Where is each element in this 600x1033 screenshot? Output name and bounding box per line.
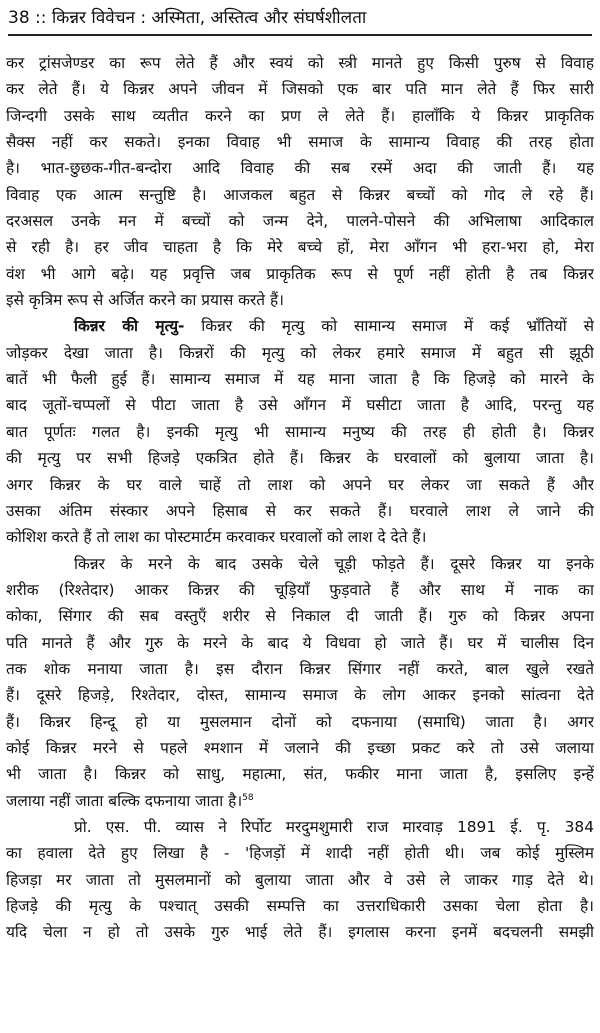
text-line: इसे कृत्रिम रूप से अर्जित करने का प्रयास करते हैं। <box>6 291 284 310</box>
running-title: :: किन्नर विवेचन : अस्मिता, अस्तित्व और संघर्षशीलता <box>35 8 367 28</box>
text-line: हिजड़ा मर जाता तो मुसलमानों को बुलाया जाता और वे उसे ले जाकर गाड़ देते थे। <box>6 870 594 889</box>
text-line <box>6 313 594 339</box>
text-line: बात पूर्णतः गलत है। इनकी मृत्यु भी सामान्य मनुष्य की तरह ही होती है। किन्नर <box>6 422 594 441</box>
section-heading: किन्नर की मृत्यु- <box>74 317 185 336</box>
text-fragment: किन्नर की मृत्यु को सामान्य समाज में कई भ्राँतियों से <box>184 317 594 336</box>
text-line: पति मानते हैं और गुरु के मरने के बाद ये विधवा हो जाते हैं। घर में चालीस दिन <box>6 633 594 652</box>
text-line: उसका अंतिम संस्कार अपने हिसाब से कर सकते हैं। घरवाले लाश ले जाने की <box>6 501 594 520</box>
text-line: दरअसल उनके मन में बच्चों को जन्म देने, पालने-पोसने की अभिलाषा आदिकाल <box>6 212 594 231</box>
text-line: अगर किन्नर के घर वाले चाहें तो लाश को अपने घर लेकर जा सकते हैं और <box>6 475 594 494</box>
text-line: का हवाला देते हुए लिखा है - 'हिजड़ों में शादी नहीं होती थी। जब कोई मुस्लिम <box>6 844 594 863</box>
text-line: से रही है। हर जीव चाहता है कि मेरे बच्चे हों, मेरा आँगन भी हरा-भरा हो, मेरा <box>6 238 594 257</box>
text-line: हिजड़े की मृत्यु के पश्चात् उसकी सम्पत्ति का उत्तराधिकारी उसका चेला होता है। <box>6 897 594 915</box>
text-line: भी जाता है। किन्नर को साधु, महात्मा, संत, फकीर माना जाता है, इसलिए इन्हें <box>6 765 594 784</box>
text-line: प्रो. एस. पी. व्यास ने रिर्पोट मरदुमशुमारी राज मारवाड़ 1891 ई. पृ. 384 <box>74 817 594 836</box>
text-line: कर लेते हैं। ये किन्नर अपने जीवन में जिसको एक बार पति मान लेते हैं फिर सारी <box>6 80 594 99</box>
text-line: कोका, सिंगार की सब वस्तुएँ शरीर से निकाल दी जाती हैं। गुरु को किन्नर अपना <box>6 607 594 626</box>
text-line: जिन्दगी उसके साथ व्यतीत करने का प्रण ले लेते हैं। हालाँकि ये किन्नर प्राकृतिक <box>6 106 594 125</box>
text-line: विवाह एक आत्म सन्तुष्टि है। आजकल बहुत से किन्नर बच्चों को गोद ले रहे हैं। <box>6 185 594 204</box>
text-line: किन्नर के मरने के बाद उसके चेले चूड़ी फोड़ते हैं। दूसरे किन्नर या इनके <box>74 554 594 573</box>
text-line: जोड़कर देखा जाता है। किन्नरों की मृत्यु को लेकर हमारे समाज में बहुत सी झूठी <box>6 343 594 362</box>
text-line: बातें भी फैली हुई हैं। सामान्य समाज में यह माना जाता है कि हिजड़े को मारने के <box>6 370 594 389</box>
page-number: 38 <box>8 8 30 28</box>
text-line: यदि चेला न हो तो उसके गुरु भाई लेते हैं। इगलास करना इनमें बदचलनी समझी <box>6 923 594 942</box>
footnote-reference[interactable]: 58 <box>242 792 254 803</box>
text-line: हैं। किन्नर हिन्दू हो या मुसलमान दोनों को दफनाया (समाधि) जाता है। अगर <box>6 712 594 731</box>
text-line: हैं। दूसरे हिजड़े, रिश्तेदार, दोस्त, सामान्य समाज के लोग आकर इनको सांत्वना देते <box>6 686 594 705</box>
text-line: की मृत्यु पर सभी हिजड़े एकत्रित होते हैं। किन्नर के घरवालों को बुलाया जाता है। <box>6 449 594 468</box>
text-line: कोई किन्नर मरने से पहले श्मशान में जलाने की इच्छा प्रकट करे तो उसे जलाया <box>6 738 594 757</box>
text-line: शरीक (रिश्तेदार) आकर किन्नर की चूड़ियाँ फुड़वाते हैं और साथ में नाक का <box>6 580 594 599</box>
page-body <box>6 50 594 946</box>
text-line <box>6 788 594 814</box>
text-line: कर ट्रांसजेण्डर का रूप लेते हैं और स्वयं को स्त्री मानते हुए किसी पुरुष से विवाह <box>6 54 594 72</box>
text-line: कोशिश करते हैं तो लाश का पोस्टमार्टम करवाकर घरवालों को लाश दे देते हैं। <box>6 528 427 547</box>
text-line: बाद जूतों-चप्पलों से पीटा जाता है उसे आँगन में घसीटा जाता है आदि, परन्तु यह <box>6 396 594 415</box>
text-line: वंश भी आगे बढ़े। यह प्रवृत्ति जब प्राकृतिक रूप से पूर्ण नहीं होती है तब किन्नर <box>6 264 594 283</box>
text-line: तक शोक मनाया जाता है। इस दौरान किन्नर सिंगार नहीं करते, बाल खुले रखते <box>6 659 594 678</box>
text-line: सैक्स नहीं कर सकते। इनका विवाह भी समाज के सामान्य विवाह की तरह होता <box>6 133 594 152</box>
text-fragment: जलाया नहीं जाता बल्कि दफनाया जाता है। <box>6 791 243 810</box>
text-line: है। भात-छुछक-गीत-बन्दोरा आदि विवाह की सब रस्में अदा की जाती हैं। यह <box>6 159 594 178</box>
page-header <box>8 4 592 36</box>
